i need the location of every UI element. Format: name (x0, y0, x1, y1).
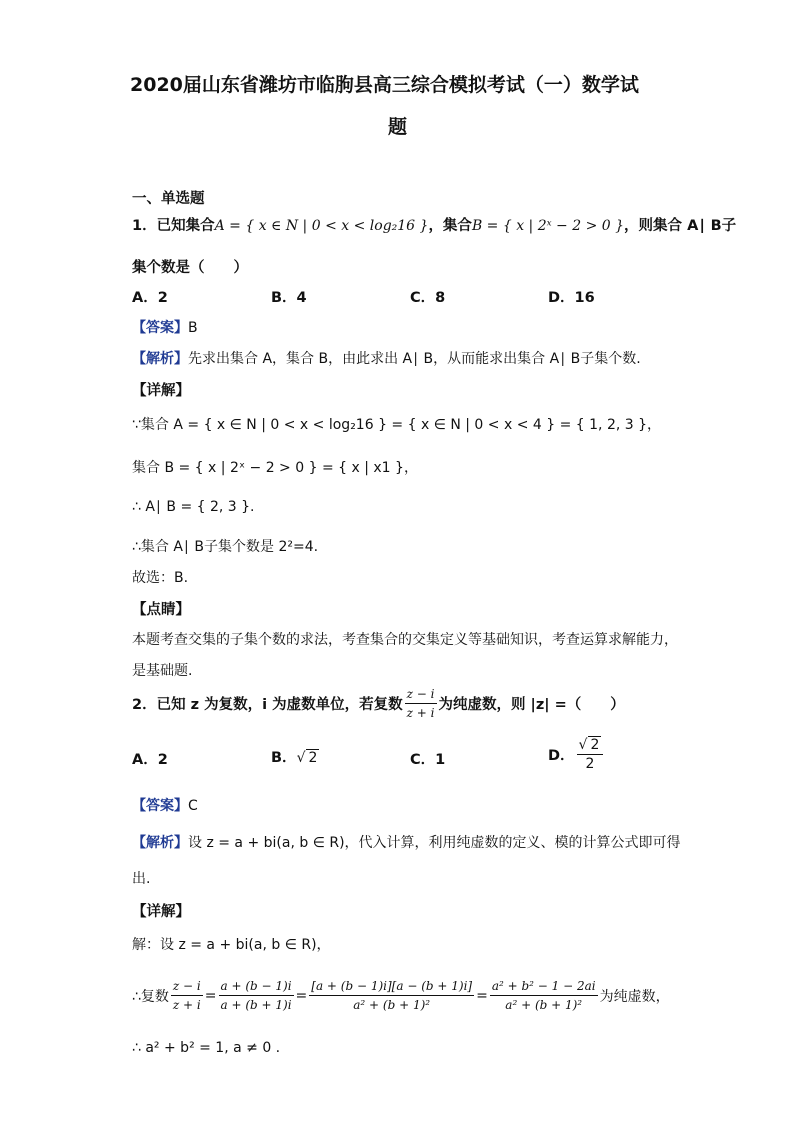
q2-detail-tag: 【详解】 (132, 904, 190, 920)
q2-option-d-num: 2 (590, 737, 600, 753)
q1-comment-line: 本题考查交集的子集个数的求法，考查集合的交集定义等基础知识，考查运算求解能力， (132, 632, 678, 648)
q2-answer: C (188, 798, 198, 814)
q2-fraction-num: z − i (405, 686, 437, 704)
q1-suffix: ，则集合 A∣ B子 (624, 218, 737, 234)
q1-answer-row (132, 317, 198, 337)
q2-fraction-den: z + i (406, 706, 435, 720)
q2-option-d-den: 2 (585, 756, 595, 772)
q1-detail-line: ∴ A∣ B = { 2, 3 }. (132, 499, 255, 515)
q2-eq-f1-den: z + i (172, 998, 201, 1012)
q2-analysis-row (132, 832, 681, 852)
q1-stem-line2: 集个数是（ ） (132, 260, 248, 276)
q2-option-b-label: B． (271, 750, 297, 766)
q2-option-a: A．2 (132, 752, 168, 768)
q2-analysis-line2: 出. (132, 871, 151, 887)
q2-option-b: B．√ 2 (271, 750, 318, 766)
q1-option-d: D．16 (548, 290, 595, 306)
page-title-line1: 2020届山东省潍坊市临朐县高三综合模拟考试（一）数学试 (130, 74, 639, 96)
q2-eq-f4-num: a² + b² − 1 − 2ai (490, 978, 598, 996)
q2-eq-fraction-3 (309, 978, 474, 1013)
q1-analysis: 先求出集合 A，集合 B，由此求出 A∣ B，从而能求出集合 A∣ B子集个数. (188, 351, 641, 367)
q2-option-d (548, 736, 605, 772)
q2-prefix: 2．已知 z 为复数，i 为虚数单位，若复数 (132, 697, 403, 713)
q2-detail-line1: 解：设 z = a + bi(a, b ∈ R)， (132, 937, 331, 953)
q2-answer-tag: 【答案】 (132, 798, 188, 814)
q2-eq-f3-num: [a + (b − 1)i][a − (b + 1)i] (309, 978, 474, 996)
q2-analysis-tag: 【解析】 (132, 835, 188, 851)
q2-eq-suffix: 为纯虚数， (599, 988, 670, 1005)
q1-prefix: 1．已知集合 (132, 218, 215, 234)
q1-answer: B (188, 320, 198, 336)
q1-set-a: A = { x ∈ N | 0 < x < log₂16 } (214, 218, 429, 234)
q1-detail-line: ∵集合 A = { x ∈ N | 0 < x < log₂16 } = { x ∈ N | 0 < x < 4 } = { 1, 2, 3 }， (132, 417, 662, 433)
q2-option-c: C．1 (410, 752, 446, 768)
q1-analysis-tag: 【解析】 (132, 351, 188, 367)
q2-eq-f2-den: a + (b + 1)i (220, 998, 292, 1012)
q2-suffix: 为纯虚数，则 |z| =（ ） (438, 697, 625, 713)
q2-option-d-fraction: $\frac{√ 2}{2}$ (577, 736, 604, 772)
q1-analysis-row (132, 348, 641, 368)
q1-detail-line: 集合 B = { x | 2ˣ − 2 > 0 } = { x | x1 }， (132, 460, 418, 476)
q2-eq-f4-den: a² + (b + 1)² (505, 998, 583, 1012)
section-header: 一、单选题 (132, 191, 205, 207)
q2-eq-prefix: ∴复数 (132, 988, 169, 1005)
q2-option-d-label: D． (548, 747, 575, 764)
q1-detail-line: ∴集合 A∣ B子集个数是 2²=4. (132, 539, 319, 555)
q1-comment-tag: 【点睛】 (132, 602, 190, 618)
q1-detail-tag: 【详解】 (132, 383, 190, 399)
q2-option-b-value: 2 (308, 750, 318, 766)
q2-eq-f1-num: z − i (171, 978, 203, 996)
q2-eq-fraction-4 (490, 978, 598, 1013)
q2-eq-f2-num: a + (b − 1)i (219, 978, 294, 996)
q2-eq-f3-den: a² + (b + 1)² (353, 998, 431, 1012)
q1-option-b: B．4 (271, 290, 307, 306)
q2-eq-fraction-2 (219, 978, 294, 1013)
q1-detail-line: 故选：B. (132, 570, 189, 586)
q1-comment-line: 是基础题. (132, 663, 193, 679)
q2-equation: ∴复数 $\frac{z - i}{z + i}$ = $\frac{a + (b - 1)i}{a + (b + 1)i}$ = $\frac{[a + (b - 1)i][a - (b + 1)i]}{\text{a² + (b + 1)²}}$ = $\frac{\text{a² + b² − 1 − 2ai}}{\text{a² + (b + 1)²}}$ 为纯虚数， (132, 979, 670, 1012)
q2-last-line: ∴ a² + b² = 1, a ≠ 0 . (132, 1040, 281, 1056)
q1-option-a: A．2 (132, 290, 168, 306)
q1-mid: ，集合 (428, 218, 472, 234)
q1-stem (132, 214, 736, 235)
q1-option-c: C．8 (410, 290, 446, 306)
q2-stem (132, 686, 625, 721)
q2-answer-row (132, 795, 198, 815)
q1-set-b: B = { x | 2ˣ − 2 > 0 } (471, 218, 625, 234)
q2-analysis: 设 z = a + bi(a, b ∈ R)，代入计算，利用纯虚数的定义、模的计算公式即可得 (188, 835, 681, 851)
q2-fraction (405, 686, 437, 721)
page-title-line2: 题 (388, 116, 408, 138)
q1-answer-tag: 【答案】 (132, 320, 188, 336)
q2-eq-fraction-1 (171, 978, 203, 1013)
